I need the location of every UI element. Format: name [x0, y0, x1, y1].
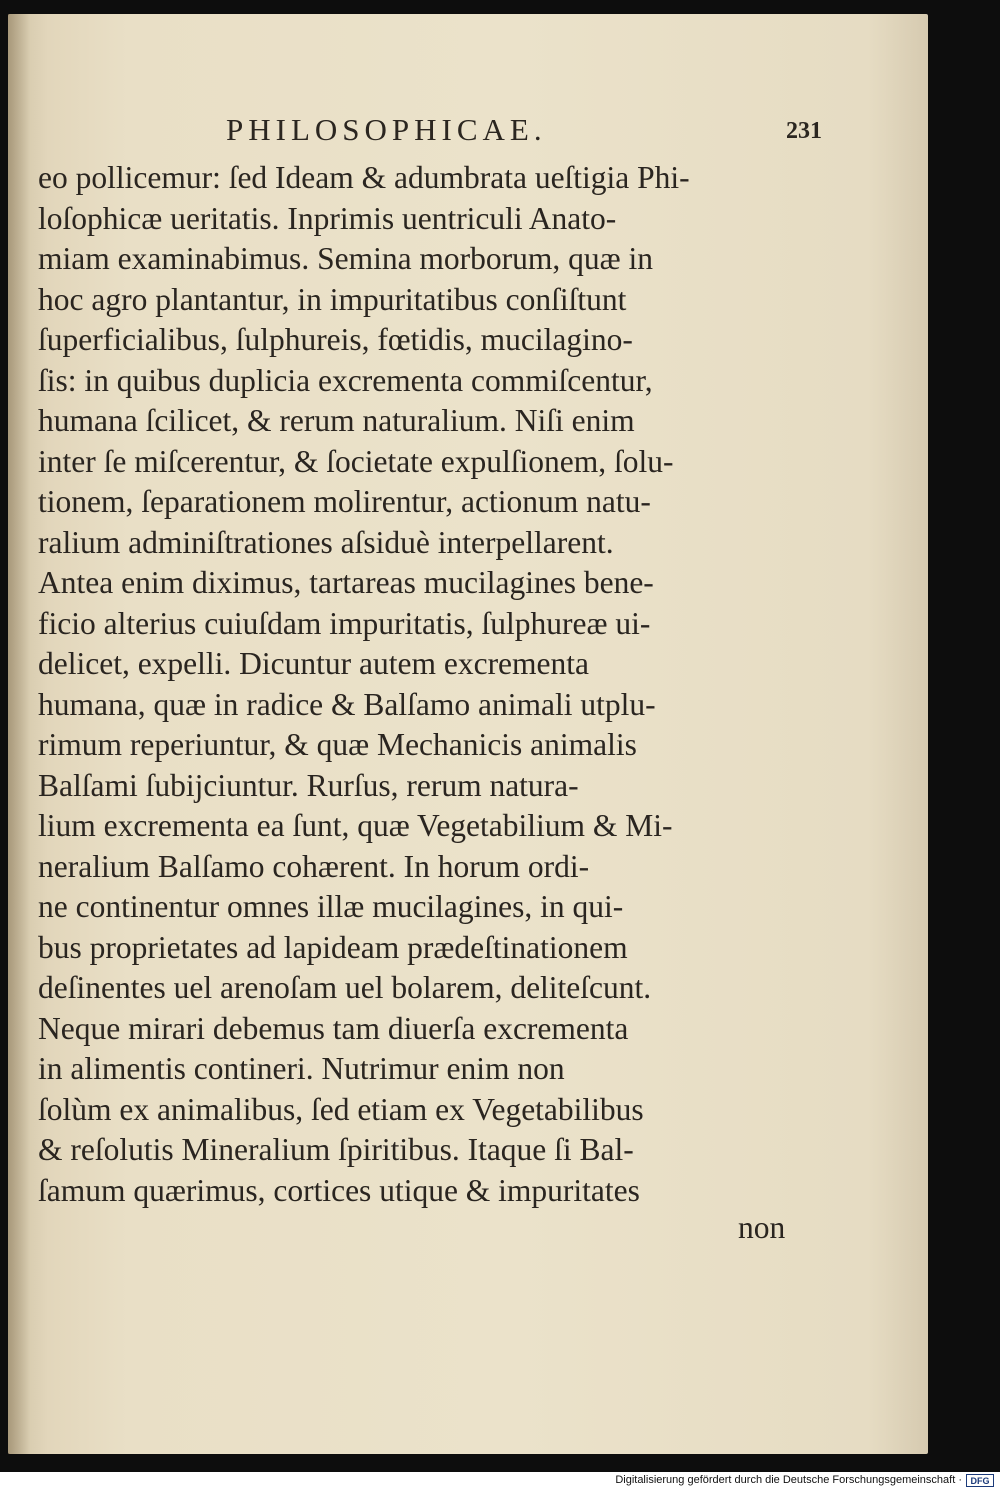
text-line: bus proprietates ad lapideam prædeſtinationem [38, 929, 628, 965]
text-line: lium excrementa ea ſunt, quæ Vegetabilium & Mi- [38, 808, 673, 843]
text-line: ſolùm ex animalibus, ſed etiam ex Vegetabilibus [38, 1091, 644, 1127]
body-text [38, 158, 818, 1211]
text-line: neralium Balſamo cohærent. In horum ordi- [38, 848, 590, 884]
text-line: inter ſe miſcerentur, & ſocietate expulſionem, ſolu- [38, 443, 674, 479]
page-number: 231 [786, 118, 822, 144]
running-head-title: PHILOSOPHICAE. [226, 112, 547, 147]
text-line: deſinentes uel arenoſam uel bolarem, deliteſcunt. [38, 970, 652, 1005]
text-line: humana, quæ in radice & Balſamo animali utplu- [38, 686, 656, 722]
text-line: Neque mirari debemus tam diuerſa excrementa [38, 1010, 629, 1046]
text-line: hoc agro plantantur, in impuritatibus conſiſtunt [38, 281, 627, 317]
text-line: miam examinabimus. Semina morborum, quæ in [38, 241, 654, 276]
text-line: delicet, expelli. Dicuntur autem excrementa [38, 646, 590, 681]
page-gutter-shadow [8, 14, 30, 1454]
text-line: eo pollicemur: ſed Ideam & adumbrata ueſtigia Phi- [38, 160, 690, 195]
text-line: ralium adminiſtrationes aſsiduè interpellarent. [38, 524, 614, 560]
text-line: & reſolutis Mineralium ſpiritibus. Itaque ſi Bal- [38, 1132, 634, 1167]
text-line: humana ſcilicet, & rerum naturalium. Niſi enim [38, 403, 635, 438]
text-line: loſophicæ ueritatis. Inprimis uentriculi Anato- [38, 200, 617, 236]
funding-credit: Digitalisierung gefördert durch die Deutsche Forschungsgemeinschaft · [615, 1474, 962, 1486]
text-line: ne continentur omnes illæ mucilagines, in qui- [38, 889, 624, 924]
text-line: tionem, ſeparationem molirentur, actionum natu- [38, 484, 651, 519]
text-line: rimum reperiuntur, & quæ Mechanicis animalis [38, 727, 637, 762]
footer [0, 1472, 1000, 1490]
text-line: Antea enim diximus, tartareas mucilagines bene- [38, 565, 654, 600]
text-line: in alimentis contineri. Nutrimur enim non [38, 1051, 565, 1086]
text-line: ſamum quærimus, cortices utique & impuritates [38, 1172, 640, 1208]
text-line: ſis: in quibus duplicia excrementa commiſcentur, [38, 362, 653, 398]
running-head [0, 112, 1000, 152]
text-line: ſuperficialibus, ſulphureis, fœtidis, mucilagino- [38, 322, 633, 357]
text-line: ficio alterius cuiuſdam impuritatis, ſulphureæ ui- [38, 605, 651, 641]
catchword: non [738, 1210, 786, 1245]
text-line: Balſami ſubijciuntur. Rurſus, rerum natura- [38, 767, 579, 803]
dfg-logo: DFG [966, 1474, 994, 1487]
